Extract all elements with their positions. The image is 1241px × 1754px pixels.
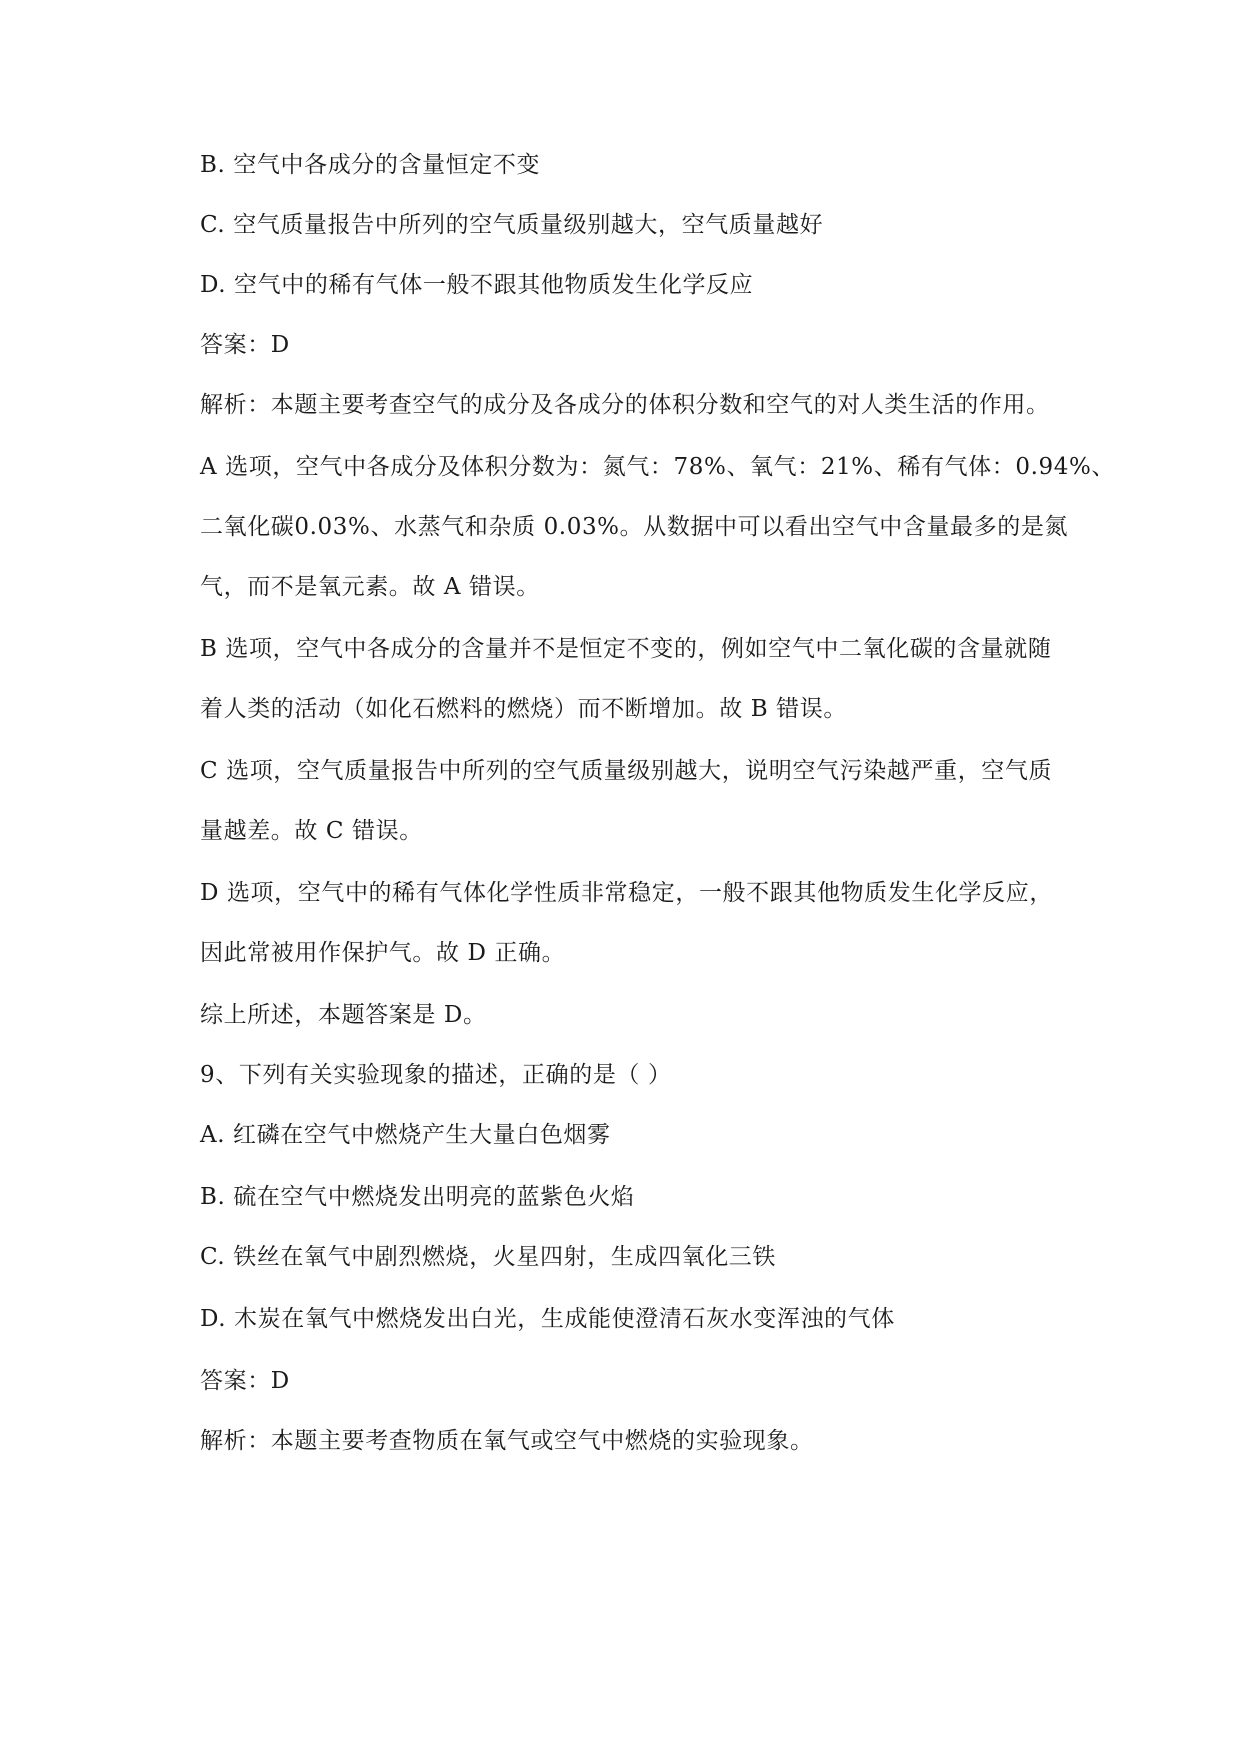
summary-line: 综上所述，本题答案是 D。 [200,1002,487,1028]
analysis-a-line-2: 二氧化碳0.03%、水蒸气和杂质 0.03%。从数据中可以看出空气中含量最多的是氮 [200,514,1069,540]
analysis-a-line-1: A 选项，空气中各成分及体积分数为：氮气：78%、氧气：21%、稀有气体：0.94%、 [200,454,1116,480]
question-9-analysis: 解析：本题主要考查物质在氧气或空气中燃烧的实验现象。 [200,1428,814,1454]
analysis-c-line-1: C 选项，空气质量报告中所列的空气质量级别越大，说明空气污染越严重，空气质 [200,758,1053,784]
analysis-a-line-3: 气，而不是氧元素。故 A 错误。 [200,574,540,600]
analysis-d-line-2: 因此常被用作保护气。故 D 正确。 [200,940,566,966]
answer-line: 答案：D [200,332,290,358]
option-b-text: B. 空气中各成分的含量恒定不变 [200,152,541,178]
analysis-d-line-1: D 选项，空气中的稀有气体化学性质非常稳定，一般不跟其他物质发生化学反应， [200,880,1053,906]
option-c-text: C. 空气质量报告中所列的空气质量级别越大，空气质量越好 [200,212,824,238]
analysis-b-line-1: B 选项，空气中各成分的含量并不是恒定不变的，例如空气中二氧化碳的含量就随 [200,636,1052,662]
question-9-answer: 答案：D [200,1368,290,1394]
option-d-text: D. 空气中的稀有气体一般不跟其他物质发生化学反应 [200,272,754,298]
analysis-line: 解析：本题主要考查空气的成分及各成分的体积分数和空气的对人类生活的作用。 [200,392,1050,418]
question-9-option-c: C. 铁丝在氧气中剧烈燃烧，火星四射，生成四氧化三铁 [200,1244,777,1270]
question-9-stem: 9、下列有关实验现象的描述，正确的是（ ） [200,1062,672,1088]
analysis-c-line-2: 量越差。故 C 错误。 [200,818,423,844]
question-9-option-b: B. 硫在空气中燃烧发出明亮的蓝紫色火焰 [200,1184,635,1210]
question-9-option-d: D. 木炭在氧气中燃烧发出白光，生成能使澄清石灰水变浑浊的气体 [200,1306,895,1332]
analysis-b-line-2: 着人类的活动（如化石燃料的燃烧）而不断增加。故 B 错误。 [200,696,847,722]
question-9-option-a: A. 红磷在空气中燃烧产生大量白色烟雾 [200,1122,611,1148]
